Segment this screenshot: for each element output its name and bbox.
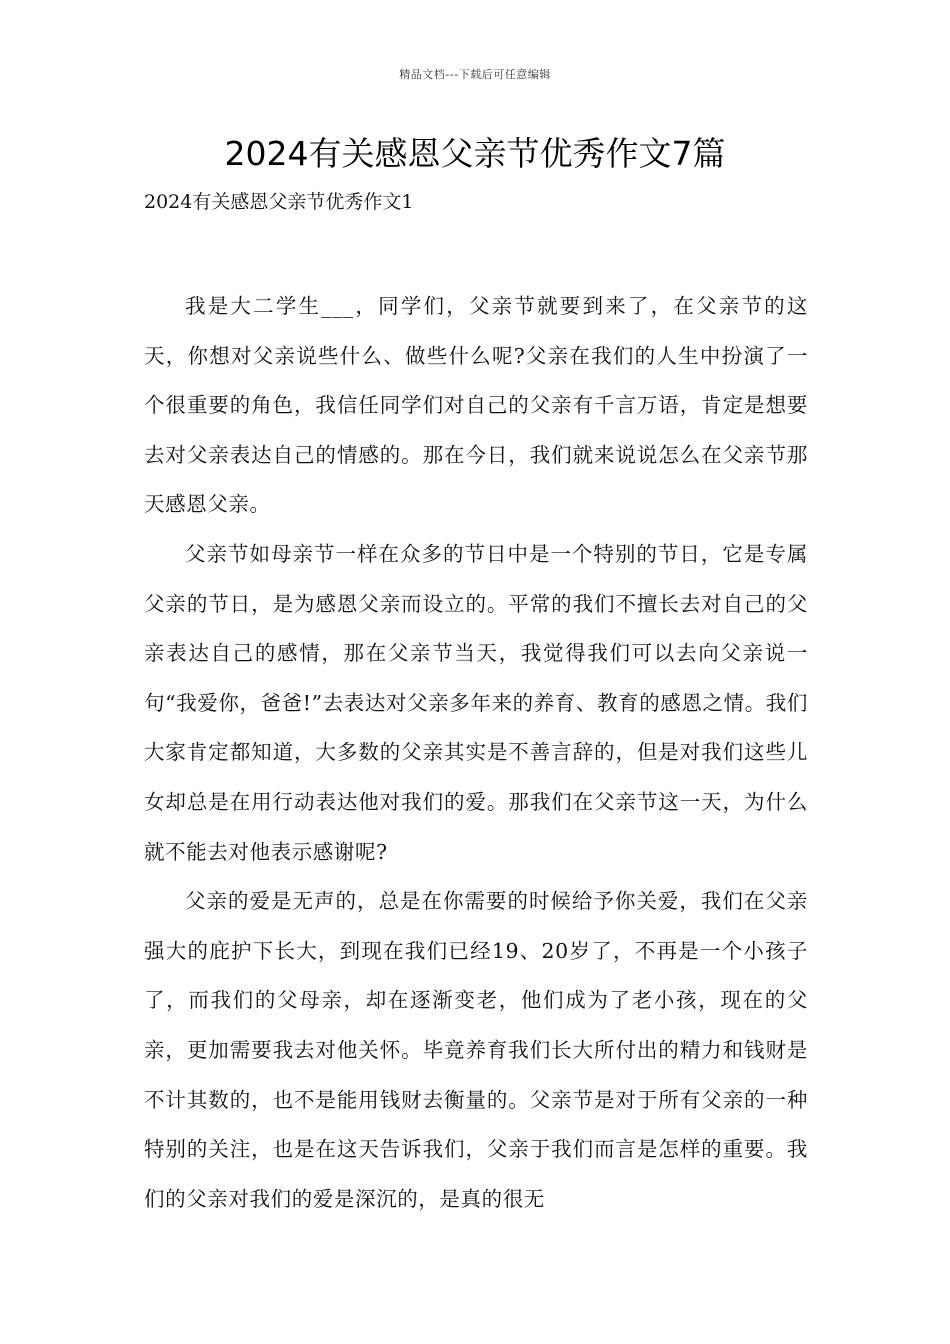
document-title: 2024有关感恩父亲节优秀作文7篇 <box>224 134 726 173</box>
paragraph-2: 父亲节如母亲节一样在众多的节日中是一个特别的节日，它是专属父亲的节日，是为感恩父亲而设立的。平常的我们不擅长去对自己的父亲表达自己的感情，那在父亲节当天，我觉得我们可以去向父亲说一句“我爱你，爸爸!”去表达对父亲多年来的养育、教育的感恩之情。我们大家肯定都知道，大多数的父亲其实是不善言辞的，但是对我们这些儿女却总是在用行动表达他对我们的爱。那我们在父亲节这一天，为什么就不能去对他表示感谢呢? <box>144 541 808 864</box>
header-note: 精品文档---下载后可任意编辑 <box>399 68 551 81</box>
body-text <box>144 282 808 1224</box>
paragraph-1: 我是大二学生___，同学们，父亲节就要到来了，在父亲节的这天，你想对父亲说些什么、做些什么呢?父亲在我们的人生中扮演了一个很重要的角色，我信任同学们对自己的父亲有千言万语，肯定是想要去对父亲表达自己的情感的。那在今日，我们就来说说怎么在父亲节那天感恩父亲。 <box>144 294 808 517</box>
section-subtitle: 2024有关感恩父亲节优秀作文1 <box>144 191 414 213</box>
paragraph-3: 父亲的爱是无声的，总是在你需要的时候给予你关爱，我们在父亲强大的庇护下长大，到现在我们已经19、20岁了，不再是一个小孩子了，而我们的父母亲，却在逐渐变老，他们成为了老小孩，现在的父亲，更加需要我去对他关怀。毕竟养育我们长大所付出的精力和钱财是不计其数的，也不是能用钱财去衡量的。父亲节是对于所有父亲的一种特别的关注，也是在这天告诉我们，父亲于我们而言是怎样的重要。我们的父亲对我们的爱是深沉的，是真的很无 <box>144 889 808 1211</box>
